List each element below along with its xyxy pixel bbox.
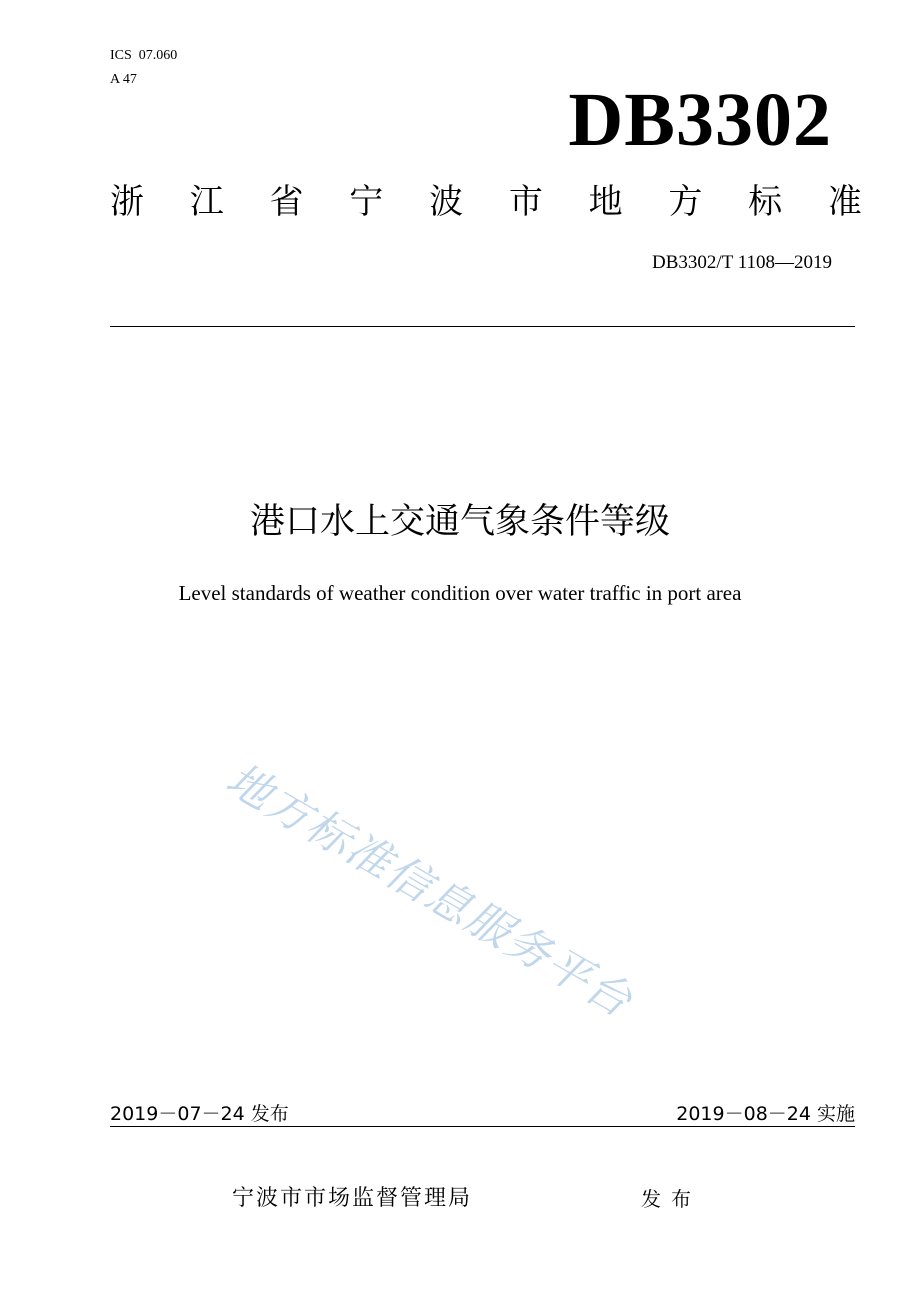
publish-label: 发布 [641,1187,701,1211]
standard-type-char: 方 [668,182,703,222]
standard-type-char: 准 [827,182,862,222]
watermark: 地方标准信息服务平台 [217,753,642,1028]
standard-number: DB3302/T 1108—2019 [652,252,832,273]
ics-classification: ICS 07.060 [110,48,178,63]
standard-type-char: 宁 [349,182,384,222]
issue-date: 2019－07－24 发布 [110,1103,289,1125]
bottom-divider [110,1126,855,1127]
standard-type-char: 市 [508,182,543,222]
issuing-authority: 宁波市市场监督管理局 [232,1186,473,1211]
document-title-english: Level standards of weather condition over water traffic in port area [178,581,742,605]
document-title-chinese: 港口水上交通气象条件等级 [249,502,670,542]
ccs-classification: A 47 [110,72,137,87]
standard-type-heading [110,178,862,226]
top-divider [110,326,855,327]
standard-type-char: 省 [269,182,304,222]
standard-type-char: 地 [588,182,623,222]
standard-type-char: 标 [748,182,783,222]
standard-type-char: 波 [429,182,464,222]
standard-code-logo: DB3302 [568,78,832,162]
standard-type-char: 浙 [110,182,144,222]
implementation-date: 2019－08－24 实施 [676,1103,855,1125]
standard-type-char: 江 [189,182,224,222]
